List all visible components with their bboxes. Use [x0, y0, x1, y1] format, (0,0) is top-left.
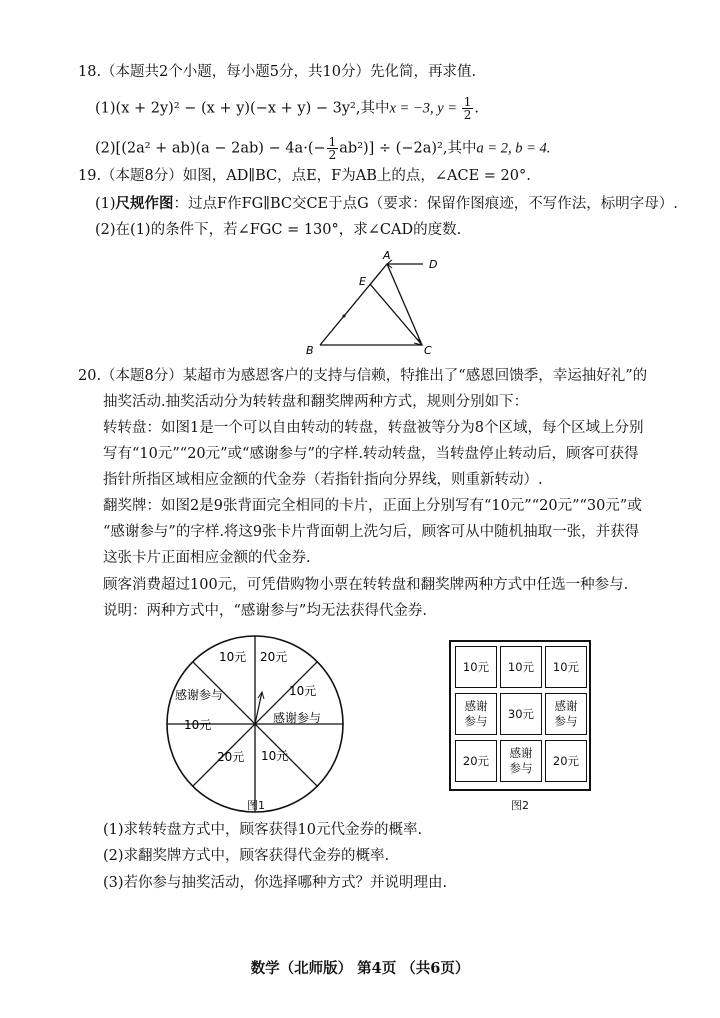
card-label: 30元 — [507, 706, 535, 721]
q20-sub-2: (2)求翻奖牌方式中，顾客获得代金券的概率. — [103, 848, 390, 864]
q19-part1-bold: 尺规作图 — [115, 195, 174, 212]
card — [455, 646, 497, 688]
q20-sub-3: (3)若你参与抽奖活动，你选择哪种方式？并说明理由. — [103, 875, 448, 891]
q20-line-7: “感谢参与”的字样.将这9张卡片背面朝上洗匀后，顾客可从中随机抽取一张，并获得 — [103, 524, 640, 540]
spinner-sector-label: 10元 — [261, 749, 289, 763]
label-A: A — [383, 249, 391, 262]
q20-sub-1: (1)求转转盘方式中，顾客获得10元代金券的概率. — [103, 822, 423, 838]
card-label: 10元 — [462, 659, 490, 674]
segment-EC — [370, 284, 422, 345]
card-grid-figure — [449, 640, 591, 791]
spinner-sector-label: 10元 — [219, 650, 247, 664]
q20-line-4: 写有“10元”“20元”或“感谢参与”的字样.转动转盘，当转盘停止转动后，顾客可获得 — [103, 446, 639, 462]
q20-line-8: 这张卡片正面相应金额的代金券. — [103, 550, 311, 566]
segment-AB — [320, 264, 387, 345]
spinner-sector-label: 感谢参与 — [175, 688, 224, 702]
label-B: B — [306, 344, 314, 357]
point-F-mark — [343, 315, 346, 318]
q18-part1-values: x = −3, y = — [389, 100, 461, 117]
q18-part1 — [95, 96, 479, 121]
card — [545, 693, 587, 735]
q18-part2-expr: (2)[(2a² + ab)(a − 2ab) − 4a·(− — [95, 140, 326, 157]
fraction-denominator: 2 — [328, 148, 337, 162]
label-E: E — [359, 275, 366, 288]
card-label: 10元 — [552, 659, 580, 674]
q20-line-2: 抽奖活动.抽奖活动分为转转盘和翻奖牌两种方式，规则分别如下： — [103, 394, 529, 410]
spinner-sector-label: 感谢参与 — [273, 711, 322, 725]
card-label: 感谢 参与 — [509, 746, 533, 775]
card-label: 感谢 参与 — [554, 699, 578, 728]
card — [500, 646, 542, 688]
label-D: D — [429, 258, 438, 271]
spinner-sector-label: 10元 — [184, 718, 212, 732]
card — [500, 740, 542, 782]
q20-line-6: 翻奖牌：如图2是9张背面完全相同的卡片，正面上分别写有“10元”“20元”“30元”或 — [103, 498, 642, 514]
figure1-caption: 图1 — [247, 799, 265, 812]
q20-line-1: 20.（本题8分）某超市为感恩客户的支持与信赖，特推出了“感恩回馈季，幸运抽好礼”的 — [78, 368, 648, 384]
q18-part2-values: a = 2, b = 4. — [476, 140, 551, 157]
q20-line-9: 顾客消费超过100元，可凭借购物小票在转转盘和翻奖牌两种方式中任选一种参与. — [103, 577, 629, 593]
label-C: C — [424, 344, 432, 357]
q18-part1-fraction — [462, 96, 474, 121]
q19-header: 19.（本题8分）如图，AD∥BC，点E，F为AB上的点，∠ACE = 20°. — [78, 168, 531, 184]
q18-header: 18.（本题共2个小题，每小题5分，共10分）先化简，再求值. — [78, 64, 477, 80]
card-label: 感谢 参与 — [464, 699, 488, 728]
q19-part1-text: ：过点F作FG∥BC交CE于点G（要求：保留作图痕迹，不写作法，标明字母）. — [173, 196, 678, 212]
card — [545, 646, 587, 688]
q19-geometry-figure — [300, 248, 450, 360]
q20-line-3: 转转盘：如图1是一个可以自由转动的转盘，转盘被等分为8个区域，每个区域上分别 — [103, 420, 644, 436]
card — [545, 740, 587, 782]
card-label: 20元 — [462, 753, 490, 768]
q19-part1 — [95, 194, 678, 214]
spinner-sector-label: 10元 — [289, 684, 317, 698]
q19-part2: (2)在(1)的条件下，若∠FGC = 130°，求∠CAD的度数. — [95, 222, 462, 238]
card-label: 20元 — [552, 753, 580, 768]
q20-line-5: 指针所指区域相应金额的代金券（若指针指向分界线，则重新转动）. — [103, 472, 543, 488]
page-footer: 数学（北师版） 第4页 （共6页） — [250, 960, 470, 977]
period: . — [474, 100, 479, 117]
q18-part2-fraction — [327, 136, 339, 161]
fraction-denominator: 2 — [463, 108, 472, 122]
fraction-numerator: 1 — [463, 95, 472, 109]
card — [455, 693, 497, 735]
q20-line-10: 说明：两种方式中，“感谢参与”均无法获得代金券. — [103, 603, 427, 619]
spinner-sector-label: 20元 — [217, 750, 245, 764]
q18-part1-expr: (1)(x + 2y)² − (x + y)(−x + y) − 3y²,其中 — [95, 100, 390, 117]
card-label: 10元 — [507, 659, 535, 674]
q18-part2-expr-end: ab²)] ÷ (−2a)²,其中 — [339, 140, 477, 157]
figure2-caption: 图2 — [511, 799, 529, 812]
card — [500, 693, 542, 735]
spinner-figure — [160, 628, 350, 818]
q19-part1-num: (1) — [95, 196, 116, 212]
segment-AC — [387, 264, 422, 345]
card — [455, 740, 497, 782]
fraction-numerator: 1 — [328, 135, 337, 149]
q18-part2 — [95, 136, 550, 161]
spinner-sector-label: 20元 — [260, 650, 288, 664]
